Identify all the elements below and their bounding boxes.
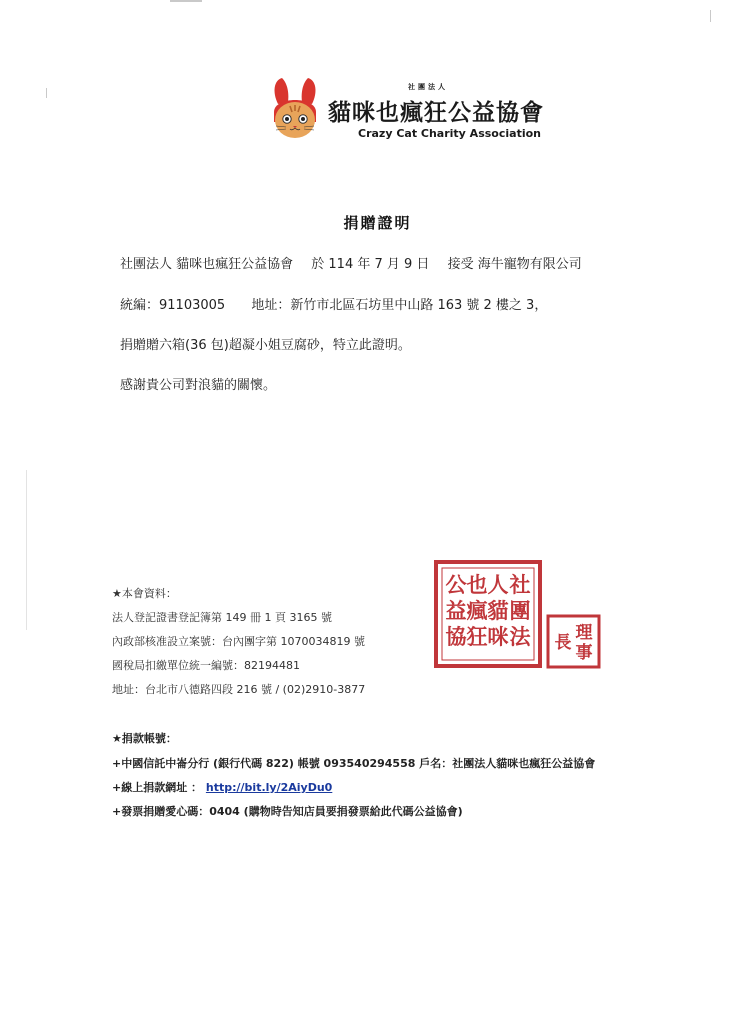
chairman-seal (546, 614, 601, 669)
donor-address: 地址：新竹市北區石坊里中山路 163 號 2 樓之 3， (251, 298, 548, 313)
document-title: 捐贈證明 (343, 214, 412, 232)
seal-character: 團 (509, 598, 531, 623)
org-name: 社團法人 貓咪也瘋狂公益協會 (120, 257, 294, 272)
registration-info: 法人登記證書登記簿第 149 冊 1 頁 3165 號 (112, 611, 332, 624)
seal-character: 也 (466, 572, 488, 597)
logo-title: 貓咪也瘋狂公益協會 (328, 100, 544, 126)
donor-company: 海牛寵物有限公司 (477, 257, 582, 272)
seal-character: 法 (509, 624, 531, 649)
association-logo (268, 74, 568, 146)
receive-word: 接受 (447, 257, 474, 272)
seal-character: 瘋 (466, 598, 488, 623)
seal-character: 事 (575, 643, 593, 663)
logo-subtitle: 社團法人 (408, 83, 448, 91)
seal-character: 咪 (487, 624, 509, 649)
approval-info: 內政部核准設立案號：台內團字第 1070034819 號 (112, 635, 365, 648)
logo-english-name: Crazy Cat Charity Association (358, 127, 541, 140)
bank-account-info: +中國信託中崙分行 (銀行代碼 822) 帳號 093540294558 戶名：社團法人貓咪也瘋狂公益協會 (112, 757, 596, 770)
cat-mascot-icon (268, 74, 322, 142)
online-donation-label: +線上捐款網址 ： (112, 781, 203, 794)
seal-character: 貓 (487, 598, 509, 623)
invoice-donation-info: +發票捐贈愛心碼：0404 (購物時告知店員要捐發票給此代碼公益協會) (112, 805, 463, 818)
online-donation-row (112, 779, 332, 795)
tax-unit-info: 國稅局扣繳單位統一編號：82194481 (112, 659, 300, 672)
certificate-line-3: 捐贈贈六箱(36 包)超凝小姐豆腐砂，特立此證明。 (120, 338, 411, 353)
seal-character: 理 (575, 623, 593, 643)
tax-id: 統編：91103005 (120, 298, 226, 313)
scan-mark (710, 10, 711, 22)
donation-date: 於 114 年 7 月 9 日 (311, 257, 430, 272)
association-address: 地址：台北市八德路四段 216 號 / (02)2910-3877 (112, 683, 366, 696)
online-donation-link[interactable]: http://bit.ly/2AiyDu0 (205, 781, 333, 794)
certificate-line-2 (120, 294, 547, 313)
seal-character: 人 (487, 572, 509, 597)
donation-info-header: ★捐款帳號： (112, 732, 177, 745)
seal-character: 公 (445, 572, 467, 597)
association-seal (434, 560, 542, 668)
seal-character: 協 (445, 624, 467, 649)
seal-character: 益 (445, 598, 467, 623)
certificate-line-4: 感謝貴公司對浪貓的關懷。 (120, 378, 277, 393)
certificate-line-1 (120, 253, 582, 272)
association-info-header: ★本會資料： (112, 587, 177, 600)
seal-character: 狂 (466, 624, 488, 649)
seal-character: 社 (509, 572, 531, 597)
scan-mark (170, 0, 202, 2)
scan-mark (46, 88, 47, 98)
scan-mark (26, 470, 27, 630)
seal-character: 長 (554, 633, 572, 653)
